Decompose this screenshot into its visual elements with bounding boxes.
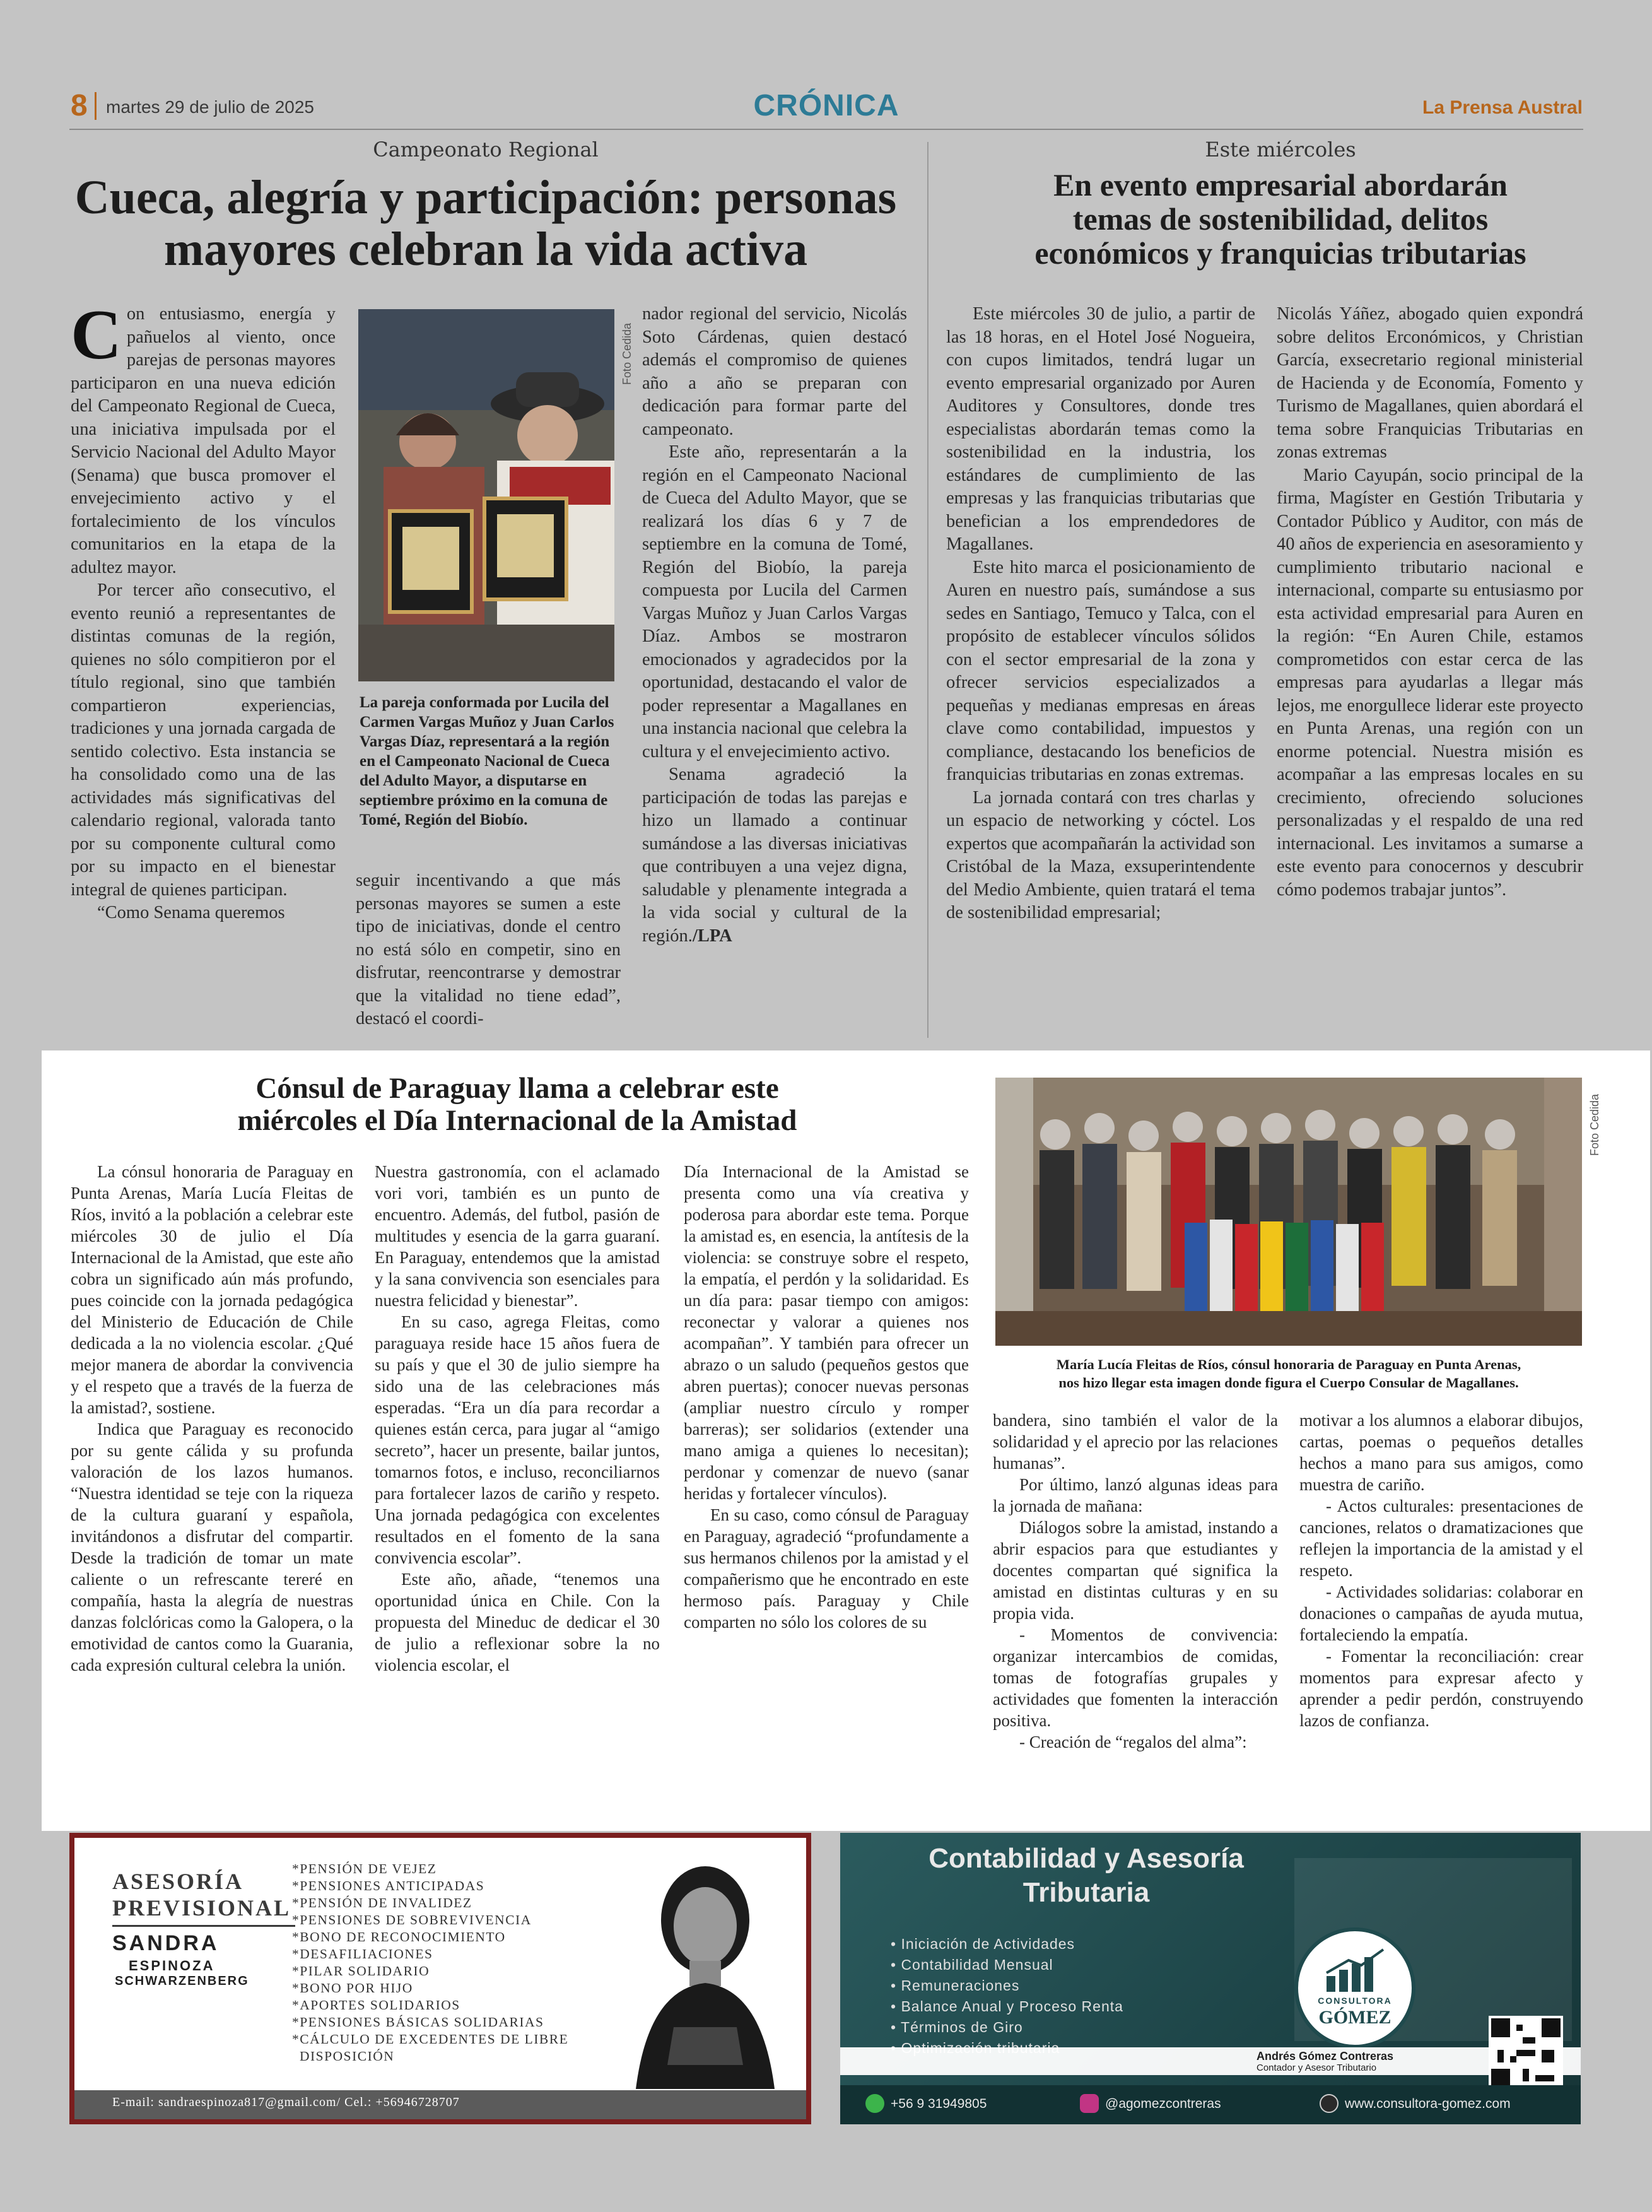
- ad-left-portrait: [611, 1850, 800, 2089]
- article3-headline: [69, 1073, 965, 1137]
- article1-paragraph: “Como Senama queremos: [97, 903, 285, 922]
- globe-icon: [1320, 2094, 1339, 2113]
- ad-left-service-item: *BONO DE RECONOCIMIENTO: [292, 1929, 506, 1944]
- ad-right-title: [865, 1842, 1307, 1910]
- article1-paragraph: seguir incentivando a que más personas mayores se sumen a este tipo de iniciativas, donde el centro no está sólo en competir, sino en disfrutar, reencontrarse y demostrar que la vitalidad no tiene edad”, destacó el coordi-: [356, 871, 621, 1028]
- article1-headline: [57, 172, 915, 275]
- ad-right-logo-name: GÓMEZ: [1318, 2007, 1391, 2028]
- ad-right-phone: +56 9 31949805: [891, 2097, 987, 2111]
- ad-right-service-item: • Iniciación de Actividades: [891, 1936, 1075, 1952]
- ad-left-service-item: *BONO POR HIJO: [292, 1980, 413, 1996]
- article2-headline: [946, 168, 1615, 270]
- ad-right-title-line1: Contabilidad y Asesoría: [929, 1843, 1244, 1874]
- article3-paragraph: motivar a los alumnos a elaborar dibujos, cartas, poemas o pequeños detalles hechos a mano para sus amigos, como muestra de cariño.: [1299, 1411, 1583, 1494]
- article3-photo-credit: Foto Cedida: [1588, 1093, 1601, 1156]
- article3-col1: [71, 1161, 353, 1811]
- qr-code-pattern: [1491, 2018, 1561, 2088]
- article3-paragraph: La cónsul honoraria de Paraguay en Punta Arenas, María Lucía Fleitas de Ríos, invitó a la población a celebrar este miércoles 30 de julio el Día Internacional de la Amistad, que este año cobra un significado aún más profundo, pues coincide con la jornada pedagógica del Ministerio de Educación de Chile dedicada a la no violencia escolar. ¿Qué mejor manera de abordar la convivencia y el respeto que a través de la fuerza de la amistad?, sostiene.: [71, 1162, 353, 1417]
- instagram-icon: [1080, 2094, 1099, 2113]
- ad-left-contact: E-mail: sandraespinoza817@gmail.com/ Cel.: +56946728707: [112, 2095, 460, 2109]
- ad-left-name: SANDRA: [112, 1931, 220, 1955]
- article2-paragraph: Este miércoles 30 de julio, a partir de las 18 horas, en el Hotel José Nogueira, con cupos limitados, tendrá lugar un evento empresarial organizado por Auren Auditores y Consultores, donde tres especialistas abordarán temas como la sostenibilidad en la industria, los estándares de cumplimiento de las empresas y las franquicias tributarias que benefician a los emprendedores de Magallanes.: [946, 304, 1255, 554]
- article1-paragraph: on entusiasmo, energía y pañuelos al viento, once parejas de personas mayores participaron en una nueva edición del Campeonato Regional de Cueca, una iniciativa impulsada por el Servicio Nacional del Adulto Mayor (Senama) que busca promover el envejecimiento activo y el fortalecimiento de los vínculos comunitarios en la etapa de la adultez mayor.: [71, 304, 336, 577]
- ad-left-service-item: *PENSIONES BÁSICAS SOLIDARIAS: [292, 2015, 544, 2030]
- article2-headline-line3: económicos y franquicias tributarias: [1034, 235, 1526, 271]
- article1-col3: [642, 303, 907, 1041]
- article1-paragraph: Este año, representarán a la región en el Campeonato Nacional de Cueca del Adulto Mayor, que se realizará los días 6 y 7 de septiembre en la comuna de Tomé, Región del Biobío, la pareja compuesta por Lucila del Carmen Vargas Muñoz y Juan Carlos Vargas Díaz. Ambos se mostraron emocionados y agradecidos por la oportunidad, destacando el valor de poder representar a Magallanes en una instancia nacional que celebra la cultura y el envejecimiento activo.: [642, 442, 907, 762]
- page-number: 8: [71, 89, 88, 122]
- article3-paragraph: Diálogos sobre la amistad, instando a abrir espacios para que estudiantes y docentes compartan qué significa la amistad en distintas culturas y en su propia vida.: [993, 1518, 1278, 1623]
- newspaper-name: La Prensa Austral: [1422, 97, 1583, 118]
- ad-right-service-item: • Balance Anual y Proceso Renta: [891, 1998, 1123, 2015]
- article3-paragraph: - Actividades solidarias: colaborar en donaciones o campañas de ayuda mutua, fortaleciendo la empatía.: [1299, 1582, 1583, 1644]
- ad-left-service-item: DISPOSICIÓN: [300, 2049, 395, 2064]
- article2-col1: [946, 303, 1255, 1041]
- article3-paragraph: bandera, sino también el valor de la solidaridad y el aprecio por las relaciones humanas”.: [993, 1411, 1278, 1473]
- article2-paragraph: La jornada contará con tres charlas y un espacio de networking y cóctel. Los expertos que acompañarán la actividad son Cristóbal de la Maza, exsuperintendente del Medio Ambiente, quien tratará el tema de sostenibilidad empresarial;: [946, 787, 1255, 922]
- article3-col5: [1299, 1409, 1583, 1813]
- article2-paragraph: Este hito marca el posicionamiento de Auren en nuestro país, sumándose a sus sedes en Santiago, Temuco y Talca, con el propósito de establecer vínculos sólidos con el sector empresarial de la zona y ofrecer servicios especializados a pequeñas y medianas empresas en áreas clave como contabilidad, impuestos y compliance, destacando los beneficios de franquicias tributarias en zonas extremas.: [946, 557, 1255, 784]
- article3-paragraph: En su caso, agrega Fleitas, como paraguaya reside hace 15 años fuera de su país y que el 30 de julio siempre ha sido una de las celebraciones más esperadas. “Era un día para recordar a quienes están cerca, para jugar al “amigo secreto”, hacer un presente, bailar juntos, tomarnos fotos, e incluso, reconciliarnos para fortalecer lazos de cariño y respeto. Una jornada pedagógica con excelentes resultados en el fomento de la sana convivencia escolar”.: [375, 1312, 660, 1567]
- article1-col2: [356, 869, 621, 1041]
- ad-left-services: [292, 1861, 568, 2065]
- ad-right-service-item: • Remuneraciones: [891, 1977, 1020, 1994]
- ad-left-service-item: *PILAR SOLIDARIO: [292, 1963, 430, 1979]
- header-rule: [69, 129, 1583, 130]
- article3-photo: [995, 1078, 1582, 1346]
- article3-headline-line2: miércoles el Día Internacional de la Amistad: [237, 1103, 797, 1137]
- ad-right-instagram: @agomezcontreras: [1105, 2097, 1221, 2111]
- article2-paragraph: Mario Cayupán, socio principal de la firma, Magíster en Gestión Tributaria y Contador Público y Auditor, con más de 40 años de experiencia en asesoramiento y cumplimiento tributario nacional e internacional, comparte su entusiasmo por esta actividad empresarial para Auren en la región: “En Auren Chile, estamos comprometidos con estar cerca de las empresas para ayudarlas a llegar más lejos, me enorgullece liderar este proyecto en Punta Arenas, una región con un enorme potencial. Nuestra misión es acompañar a las empresas locales en su crecimiento, ofreciendo soluciones personalizadas y el respaldo de una red internacional. Les invitamos a sumarse a este evento para conocernos y descubrir cómo podemos trabajar juntos”.: [1277, 465, 1583, 900]
- ad-right-role: Contador y Asesor Tributario: [1257, 2062, 1377, 2073]
- article3-col2: [375, 1161, 660, 1811]
- article1-headline-line2: mayores celebran la vida activa: [163, 223, 808, 276]
- article3-paragraph: - Fomentar la reconciliación: crear momentos para expresar afecto y aprender a pedir perdón, construyendo lazos de confianza.: [1299, 1647, 1583, 1730]
- dropcap: C: [71, 303, 122, 374]
- qr-code-icon[interactable]: [1489, 2016, 1563, 2090]
- article3-caption-line1: María Lucía Fleitas de Ríos, cónsul honoraria de Paraguay en Punta Arenas,: [1056, 1356, 1521, 1372]
- article2-kicker: Este miércoles: [1205, 138, 1356, 162]
- ad-contabilidad: [840, 1833, 1581, 2124]
- ad-right-title-line2: Tributaria: [1022, 1877, 1150, 1908]
- woman-portrait-image: [611, 1850, 800, 2089]
- article3-paragraph: Este año, añade, “tenemos una oportunidad única en Chile. Con la propuesta del Mineduc de dedicar el 30 de julio a reflexionar sobre la no violencia escolar, el: [375, 1570, 660, 1674]
- section-title: CRÓNICA: [753, 89, 899, 122]
- article1-paragraph: nador regional del servicio, Nicolás Soto Cárdenas, quien destacó además el compromiso de quienes año a año se preparan con dedicación para formar parte del campeonato.: [642, 304, 907, 439]
- ad-left-service-item: *PENSIÓN DE INVALIDEZ: [292, 1895, 472, 1910]
- article3-paragraph: Por último, lanzó algunas ideas para la jornada de mañana:: [993, 1475, 1278, 1515]
- article3-paragraph: Nuestra gastronomía, con el aclamado vori vori, también es un punto de encuentro. Además, del futbol, pasión de multitudes y esencia de la garra guaraní. En Paraguay, entendemos que la amistad y la sana convivencia son esenciales para nuestra felicidad y bienestar”.: [375, 1162, 660, 1310]
- article3-headline-line1: Cónsul de Paraguay llama a celebrar este: [255, 1072, 779, 1105]
- ad-right-service-item: • Términos de Giro: [891, 2019, 1023, 2035]
- ad-left-service-item: *CÁLCULO DE EXCEDENTES DE LIBRE: [292, 2032, 569, 2047]
- article3-paragraph: - Actos culturales: presentaciones de canciones, relatos o dramatizaciones que reflejen la importancia de la amistad y el respeto.: [1299, 1497, 1583, 1580]
- cueca-couple-photo: [358, 309, 614, 681]
- article3-paragraph: - Momentos de convivencia: organizar intercambios de comidas, tomas de fotografías grupales y actividades que fomenten la interacción positiva.: [993, 1625, 1278, 1730]
- ad-left-title-line2: PREVISIONAL: [112, 1895, 291, 1921]
- ad-left-rule: [112, 1925, 295, 1927]
- article3-col4: [993, 1409, 1278, 1813]
- article2-col2: [1277, 303, 1583, 1041]
- article1-photo: [358, 309, 614, 681]
- article1-signature: /LPA: [692, 926, 732, 946]
- article1-col1: [71, 303, 336, 1041]
- bar-chart-logo-icon: [1323, 1948, 1386, 1992]
- article1-paragraph: Senama agradeció la participación de todas las parejas e hizo un llamado a continuar sumándose a las diversas iniciativas que contribuyen a una vejez digna, saludable y plenamente integrada a la vida social y cultural de la región.: [642, 765, 907, 946]
- ad-left-title: [112, 1868, 291, 1921]
- ad-left-surname1: ESPINOZA: [129, 1958, 215, 1974]
- ad-right-web[interactable]: www.consultora-gomez.com: [1345, 2097, 1511, 2111]
- ad-right-services: [891, 1934, 1123, 2059]
- article2-paragraph: Nicolás Yáñez, abogado quien expondrá sobre delitos Erconómicos, y Christian García, exsecretario regional ministerial de Hacienda y de Economía, Fomento y Turismo de Magallanes, quien abordará el tema sobre Franquicias Tributarias en zonas extremas: [1277, 304, 1583, 462]
- article1-headline-line1: Cueca, alegría y participación: personas: [74, 171, 897, 224]
- article2-headline-line2: temas de sostenibilidad, delitos: [1072, 201, 1489, 237]
- article1-paragraph: Por tercer año consecutivo, el evento reunió a representantes de distintas comunas de la región, quienes no sólo compitieron por el título regional, sino que también compartieron experiencias, tradiciones y una jornada cargada de sentido colectivo. Esta instancia se ha consolidado como una de las actividades más significativas del calendario regional, valorada tanto por su componente cultural como por su impacto en el bienestar integral de quienes participan.: [71, 580, 336, 900]
- ad-left-title-line1: ASESORÍA: [112, 1869, 244, 1894]
- article3-paragraph: Indica que Paraguay es reconocido por su gente cálida y su profunda valoración de los lazos humanos. “Nuestra identidad se teje con la riqueza de la cultura guaraní y española, invitándonos a disfrutar del compartir. Desde la tradición de tomar un mate caliente o un refrescante tereré en compañía, hasta la alegría de nuestras danzas folclóricas como la Galopera, o la emotividad de cantos como la Guarania, cada expresión cultural celebra la unión.: [71, 1420, 353, 1674]
- article3-paragraph: En su caso, como cónsul de Paraguay en Paraguay, agradeció “profundamente a sus hermanos chilenos por la amistad y el compañerismo que he encontrado en este hermoso país. Paraguay y Chile comparten no sólo los colores de su: [684, 1505, 969, 1632]
- ad-left-service-item: *PENSIÓN DE VEJEZ: [292, 1861, 437, 1876]
- article1-photo-credit: Foto Cedida: [621, 322, 633, 385]
- ad-left-surname2: SCHWARZENBERG: [115, 1974, 249, 1988]
- header-divider: [95, 92, 97, 120]
- ad-left-service-item: *PENSIONES DE SOBREVIVENCIA: [292, 1912, 532, 1927]
- ad-right-logo-top: CONSULTORA: [1318, 1996, 1392, 2006]
- consular-group-photo: [995, 1078, 1582, 1346]
- article3-paragraph: Día Internacional de la Amistad se presenta como una vía creativa y poderosa para abordar este tema. Porque la amistad es, en esencia, la antítesis de la violencia: se construye sobre el respeto, la empatía, el perdón y la solidaridad. Es un día para: pasar tiempo con amigos: reconectar y valorar a quienes nos acompañan”. Y también para ofrecer un abrazo o un saludo (pequeños gestos que abren puertas); conocer nuevas personas (ampliar nuestro círculo y romper barreras); ser solidarios (extender una mano amiga a quienes lo necesitan); perdonar y comenzar de nuevo (sanar heridas y fortalecer vínculos).: [684, 1162, 969, 1503]
- ad-left-service-item: *PENSIONES ANTICIPADAS: [292, 1878, 485, 1893]
- ad-asesoria-previsional: [69, 1833, 811, 2124]
- article-divider: [927, 142, 929, 1038]
- ad-right-person: Andrés Gómez Contreras: [1257, 2050, 1394, 2062]
- article3-col3: [684, 1161, 969, 1811]
- whatsapp-icon: [865, 2094, 884, 2113]
- ad-right-logo: [1294, 1927, 1415, 2049]
- ad-right-service-item: • Contabilidad Mensual: [891, 1956, 1053, 1973]
- article3-paragraph: - Creación de “regalos del alma”:: [1019, 1733, 1247, 1751]
- article1-caption: La pareja conformada por Lucila del Carmen Vargas Muñoz y Juan Carlos Vargas Díaz, representará a la región en el Campeonato Nacional de Cueca del Adulto Mayor, a disputarse en septiembre próximo en la comuna de Tomé, Región del Biobío.: [360, 694, 614, 828]
- article1-kicker: Campeonato Regional: [373, 138, 599, 162]
- ad-left-service-item: *APORTES SOLIDARIOS: [292, 1997, 460, 2013]
- ad-right-person-band: [840, 2047, 1581, 2075]
- article3-caption: [995, 1355, 1582, 1392]
- ad-left-service-item: *DESAFILIACIONES: [292, 1946, 433, 1962]
- page-date: martes 29 de julio de 2025: [106, 97, 314, 117]
- article2-headline-line1: En evento empresarial abordarán: [1053, 167, 1508, 203]
- article3-caption-line2: nos hizo llegar esta imagen donde figura el Cuerpo Consular de Magallanes.: [1058, 1375, 1519, 1391]
